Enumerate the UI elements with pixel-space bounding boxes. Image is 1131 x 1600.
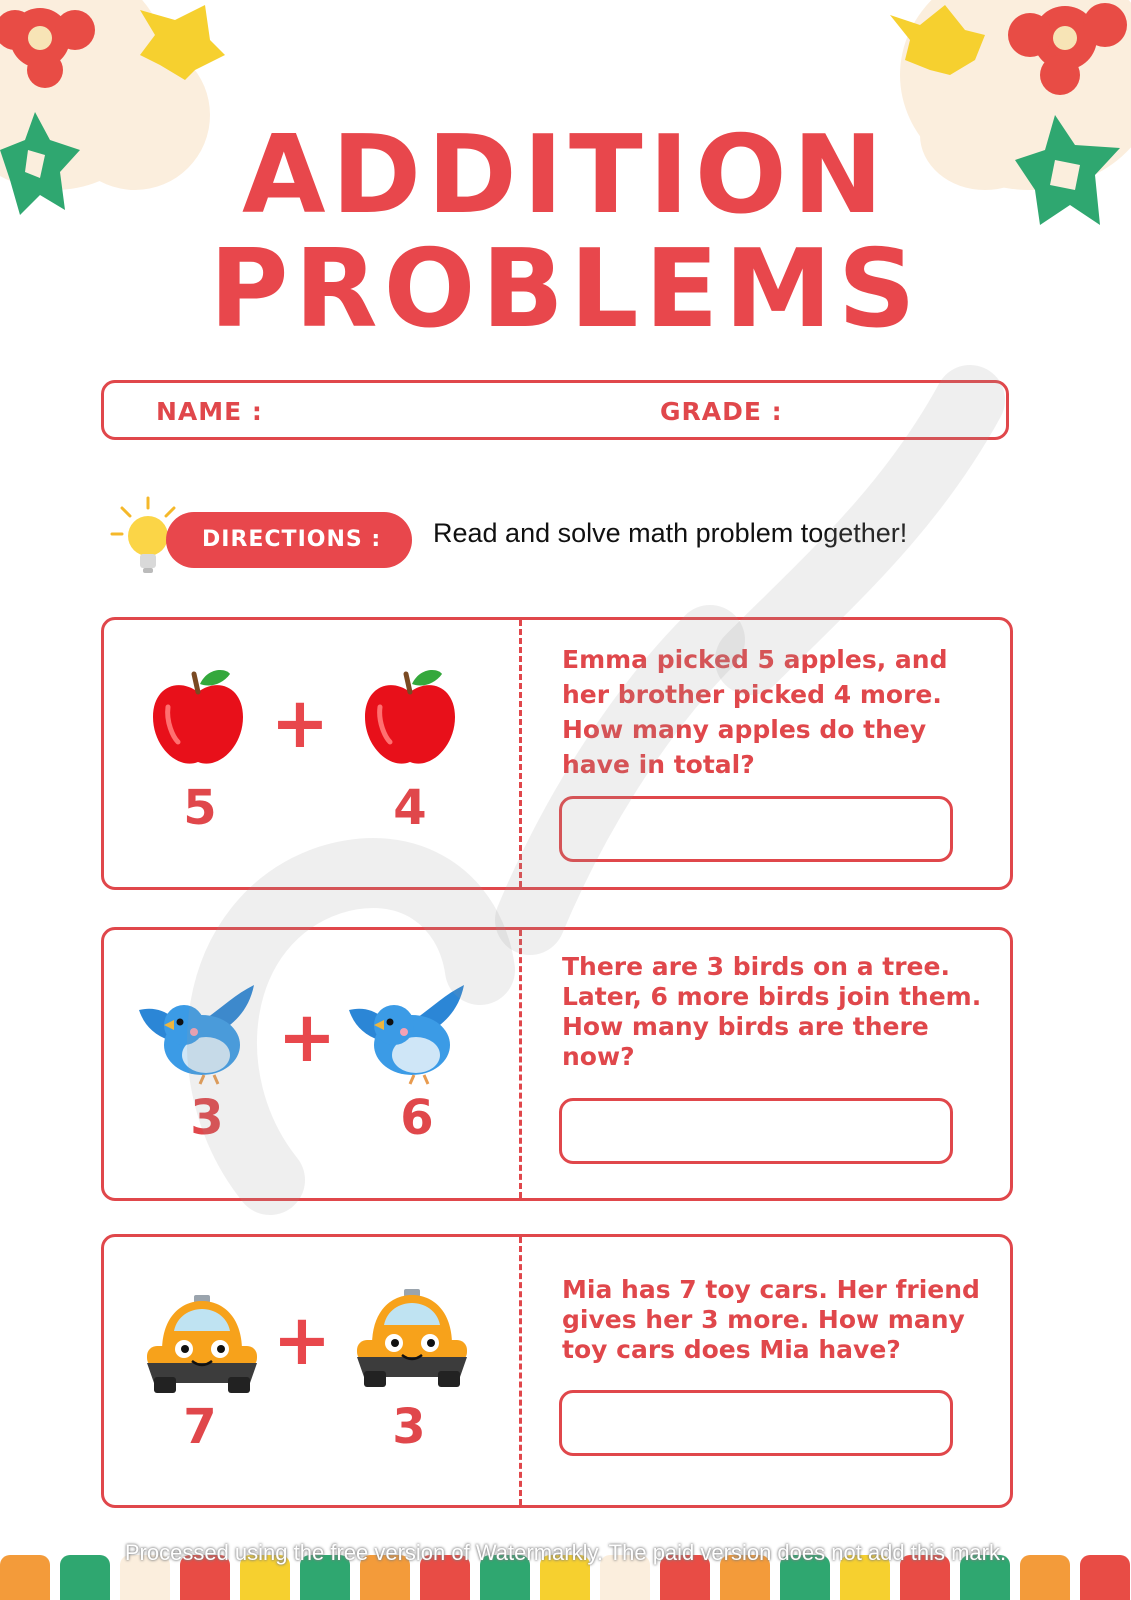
right-number: 6 — [400, 1090, 434, 1146]
page-title-line-2: PROBLEMS — [209, 227, 922, 352]
page-title-line-1: ADDITION — [241, 113, 890, 238]
card-divider — [519, 930, 522, 1198]
right-number: 3 — [392, 1399, 426, 1455]
red-flower-icon — [0, 8, 95, 88]
problem-card — [101, 617, 1013, 890]
toy-car-icon — [142, 1291, 262, 1395]
grade-label: GRADE : — [660, 397, 783, 426]
problem-text: There are 3 birds on a tree. Later, 6 more birds join them. How many birds are there now? — [562, 952, 982, 1071]
grade-field[interactable] — [784, 391, 994, 429]
directions-badge — [166, 512, 412, 568]
left-number: 3 — [190, 1090, 224, 1146]
apple-icon — [360, 662, 460, 770]
watermark-notice: Processed using the free version of Watermarkly. The paid version does not add this mark. — [124, 1540, 1007, 1565]
toy-car-icon — [352, 1285, 472, 1389]
problem-card — [101, 1234, 1013, 1508]
yellow-flower-icon — [140, 5, 225, 80]
bird-icon — [134, 980, 264, 1090]
directions-label: DIRECTIONS : — [202, 527, 382, 552]
red-flower-icon — [1008, 3, 1127, 95]
right-number: 4 — [393, 780, 427, 836]
name-grade-box — [101, 380, 1009, 440]
bird-icon — [344, 980, 474, 1090]
yellow-flower-icon — [890, 5, 985, 75]
apple-icon — [148, 662, 248, 770]
problem-card — [101, 927, 1013, 1201]
problem-text: Mia has 7 toy cars. Her friend gives her 3 more. How many toy cars does Mia have? — [562, 1275, 980, 1364]
card-divider — [519, 1237, 522, 1505]
directions-text: Read and solve math problem together! — [433, 518, 908, 548]
problem-text: Emma picked 5 apples, and her brother picked 4 more. How many apples do they have in total? — [562, 645, 948, 779]
answer-input[interactable] — [559, 1098, 953, 1164]
left-number: 5 — [183, 780, 217, 836]
card-divider — [519, 620, 522, 887]
plus-sign: + — [272, 1299, 332, 1381]
plus-sign: + — [270, 682, 330, 764]
name-label: NAME : — [156, 397, 263, 426]
plus-sign: + — [277, 996, 337, 1078]
left-number: 7 — [183, 1399, 217, 1455]
answer-input[interactable] — [559, 1390, 953, 1456]
answer-input[interactable] — [559, 796, 953, 862]
